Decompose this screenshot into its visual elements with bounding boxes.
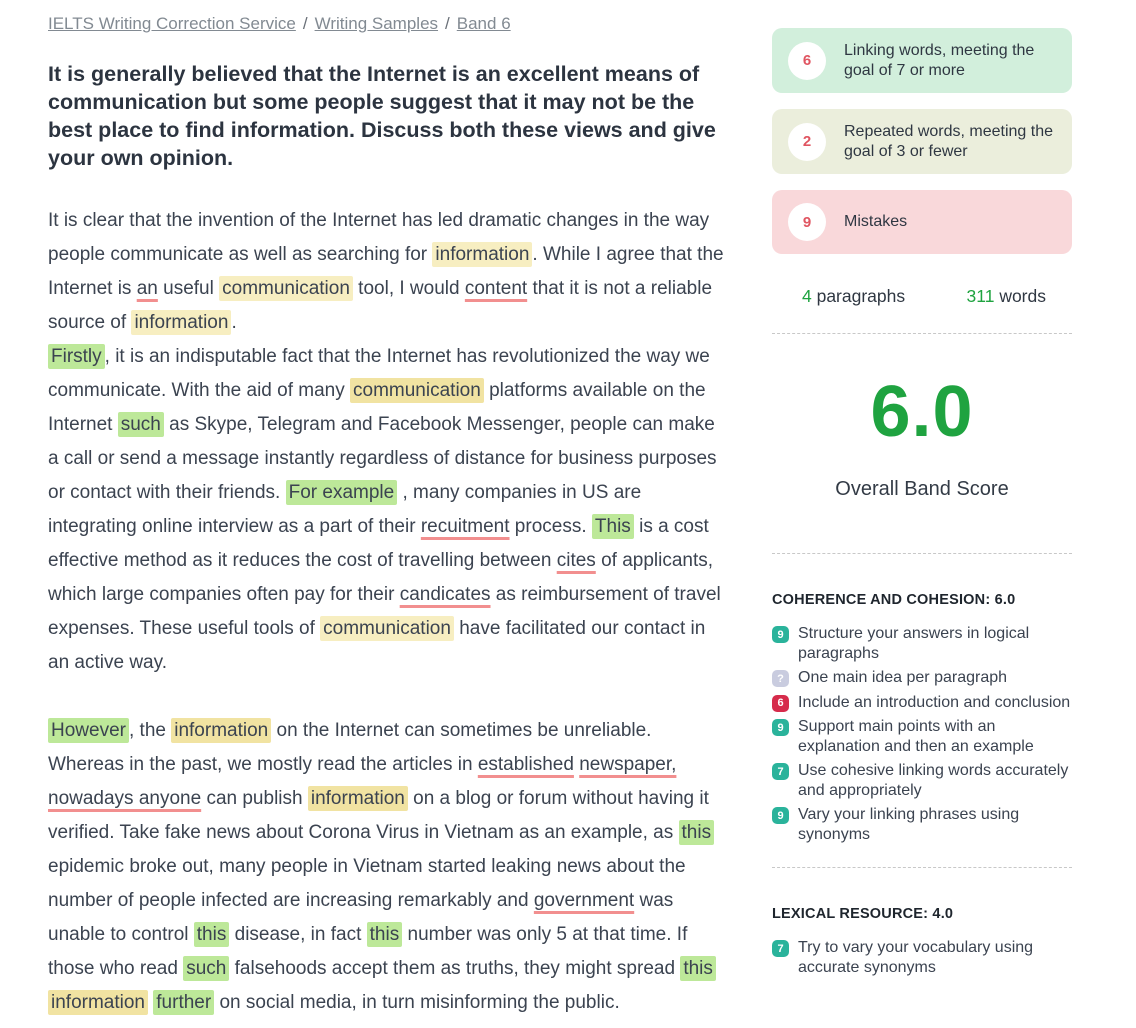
score-badge: 6	[772, 695, 789, 712]
essay-text: platforms available on the Internet	[48, 380, 706, 435]
essay-text: .	[231, 312, 237, 333]
essay-text: process.	[509, 516, 592, 537]
word-count-value: 311	[966, 286, 995, 306]
card-label: Mistakes	[844, 213, 908, 231]
essay-text: as Skype, Telegram and Facebook Messenger, people can make a call or send a message instantly regardless of distance for business purposes or contact with their friends.	[48, 414, 717, 503]
paragraph-count-value: 4	[802, 286, 812, 306]
essay-text: tool, I would	[352, 278, 465, 299]
card-label: Repeated words, meeting the goal of 3 or fewer	[844, 123, 1054, 160]
mistake-underline[interactable]: candicates	[399, 584, 491, 605]
section-heading: LEXICAL RESOURCE: 4.0	[772, 906, 954, 922]
essay-text: on the Internet can sometimes be unreliable. Whereas in the past, we mostly read the articles in	[48, 720, 652, 775]
score-badge: 9	[772, 719, 789, 736]
summary-card	[772, 190, 1072, 254]
feedback-item	[772, 717, 1072, 756]
linking-word-highlight[interactable]: However	[48, 718, 129, 743]
repeated-word-highlight[interactable]: information	[308, 786, 408, 811]
essay-text: , it is an indisputable fact that the Internet has revolutionized the way we communicate. With the aid of many	[48, 346, 710, 401]
score-badge: 7	[772, 940, 789, 957]
feedback-sidebar	[772, 10, 1072, 1020]
essay-text: . While I agree that the Internet is	[48, 244, 724, 299]
score-badge: 9	[772, 626, 789, 643]
essay-text: disease, in fact	[229, 924, 367, 945]
count-badge: 6	[788, 42, 826, 80]
check-list	[772, 938, 1072, 977]
score-badge: 7	[772, 763, 789, 780]
linking-word-highlight[interactable]: For example	[286, 480, 398, 505]
essay-column	[48, 10, 724, 1020]
essay-text: epidemic broke out, many people in Vietnam started leaking news about the number of people infected are increasing remarkably and	[48, 856, 686, 911]
repeated-word-highlight[interactable]: communication	[219, 276, 353, 301]
feedback-item	[772, 624, 1072, 663]
repeated-word-highlight[interactable]: information	[48, 990, 148, 1015]
repeated-word-highlight[interactable]: information	[171, 718, 271, 743]
feedback-text: Use cohesive linking words accurately and appropriately	[798, 762, 1069, 799]
linking-word-highlight[interactable]: this	[367, 922, 403, 947]
count-badge: 2	[788, 123, 826, 161]
essay-text: , the	[128, 720, 172, 741]
essay-stats	[772, 270, 1072, 307]
mistake-underline[interactable]: nowadays anyone	[48, 788, 202, 809]
feedback-item	[772, 668, 1072, 688]
breadcrumb	[48, 14, 724, 34]
check-list	[772, 624, 1072, 844]
mistake-underline[interactable]: an	[136, 278, 158, 299]
paragraph-count	[802, 286, 905, 307]
mistake-underline[interactable]: established	[477, 754, 574, 775]
score-badge: ?	[772, 670, 789, 687]
essay-text: can publish	[201, 788, 308, 809]
repeated-word-highlight[interactable]: information	[432, 242, 532, 267]
feedback-text: Vary your linking phrases using synonyms	[798, 806, 1020, 843]
feedback-text: One main idea per paragraph	[798, 669, 1008, 686]
essay-paragraph	[48, 340, 724, 680]
breadcrumb-separator: /	[445, 14, 450, 33]
word-count-label: words	[994, 286, 1046, 306]
count-badge: 9	[788, 203, 826, 241]
essay-text: was unable to control	[48, 890, 674, 945]
feedback-item	[772, 693, 1072, 713]
section-lexical-resource	[772, 868, 1072, 1000]
summary-card	[772, 28, 1072, 93]
section-heading: COHERENCE AND COHESION: 6.0	[772, 592, 1016, 608]
essay-text: useful	[157, 278, 220, 299]
mistake-underline[interactable]: content	[464, 278, 528, 299]
linking-word-highlight[interactable]: this	[194, 922, 230, 947]
breadcrumb-separator: /	[302, 14, 308, 33]
mistake-underline[interactable]: recuitment	[420, 516, 510, 537]
score-badge: 9	[772, 807, 789, 824]
essay-prompt: It is generally believed that the Internet is an excellent means of communication but some people suggest that it may not be the best place to find information. Discuss both these views and give your own opinion.	[48, 62, 716, 170]
breadcrumb-link-band[interactable]: Band 6	[456, 14, 511, 33]
linking-word-highlight[interactable]: Firstly	[48, 344, 105, 369]
linking-word-highlight[interactable]: such	[118, 412, 164, 437]
overall-score	[772, 334, 1072, 553]
repeated-word-highlight[interactable]: information	[131, 310, 231, 335]
linking-word-highlight[interactable]: further	[153, 990, 214, 1015]
summary-card	[772, 109, 1072, 174]
essay-text: as reimbursement of travel expenses. These useful tools of	[48, 584, 721, 639]
paragraph-count-label: paragraphs	[811, 286, 906, 306]
breadcrumb-link-service[interactable]: IELTS Writing Correction Service	[48, 14, 296, 33]
essay-paragraph	[48, 714, 724, 1020]
repeated-word-highlight[interactable]: communication	[350, 378, 484, 403]
feedback-item	[772, 938, 1072, 977]
essay-text: on a blog or forum without having it verified. Take fake news about Corona Virus in Vietnam as an example, as	[48, 788, 709, 843]
essay-text: number was only 5 at that time. If those who read	[48, 924, 688, 979]
overall-score-value: 6.0	[870, 372, 974, 452]
mistake-underline[interactable]: government	[533, 890, 635, 911]
feedback-item	[772, 805, 1072, 844]
essay-text: is a cost effective method as it reduces the cost of travelling between	[48, 516, 709, 571]
mistake-underline[interactable]: cites	[556, 550, 596, 571]
feedback-text: Support main points with an explanation and then an example	[798, 718, 1034, 755]
linking-word-highlight[interactable]: this	[680, 956, 716, 981]
essay-paragraph	[48, 204, 724, 340]
overall-score-label: Overall Band Score	[835, 478, 1009, 500]
essay-text: on social media, in turn misinforming the public.	[214, 992, 620, 1013]
mistake-underline[interactable]: newspaper,	[579, 754, 677, 775]
essay-text: of applicants, which large companies often pay for their	[48, 550, 714, 605]
essay-text: have facilitated our contact in an active way.	[48, 618, 706, 673]
word-count	[967, 286, 1046, 307]
linking-word-highlight[interactable]: such	[183, 956, 229, 981]
essay-text: that it is not a reliable source of	[48, 278, 713, 333]
essay-body	[48, 204, 724, 1020]
feedback-item	[772, 761, 1072, 800]
essay-text: falsehoods accept them as truths, they might spread	[229, 958, 681, 979]
card-label: Linking words, meeting the goal of 7 or more	[844, 42, 1035, 79]
linking-word-highlight[interactable]: this	[679, 820, 715, 845]
essay-text: , many companies in US are integrating online interview as a part of their	[48, 482, 642, 537]
summary-cards	[772, 28, 1072, 254]
linking-word-highlight[interactable]: This	[592, 514, 634, 539]
essay-text: It is clear that the invention of the Internet has led dramatic changes in the way people communicate as well as searching for	[48, 210, 710, 265]
feedback-text: Structure your answers in logical paragraphs	[798, 625, 1030, 662]
feedback-text: Include an introduction and conclusion	[798, 693, 1071, 711]
breadcrumb-link-samples[interactable]: Writing Samples	[314, 14, 439, 33]
repeated-word-highlight[interactable]: communication	[320, 616, 454, 641]
section-coherence-cohesion	[772, 554, 1072, 867]
feedback-text: Try to vary your vocabulary using accurate synonyms	[798, 939, 1034, 976]
